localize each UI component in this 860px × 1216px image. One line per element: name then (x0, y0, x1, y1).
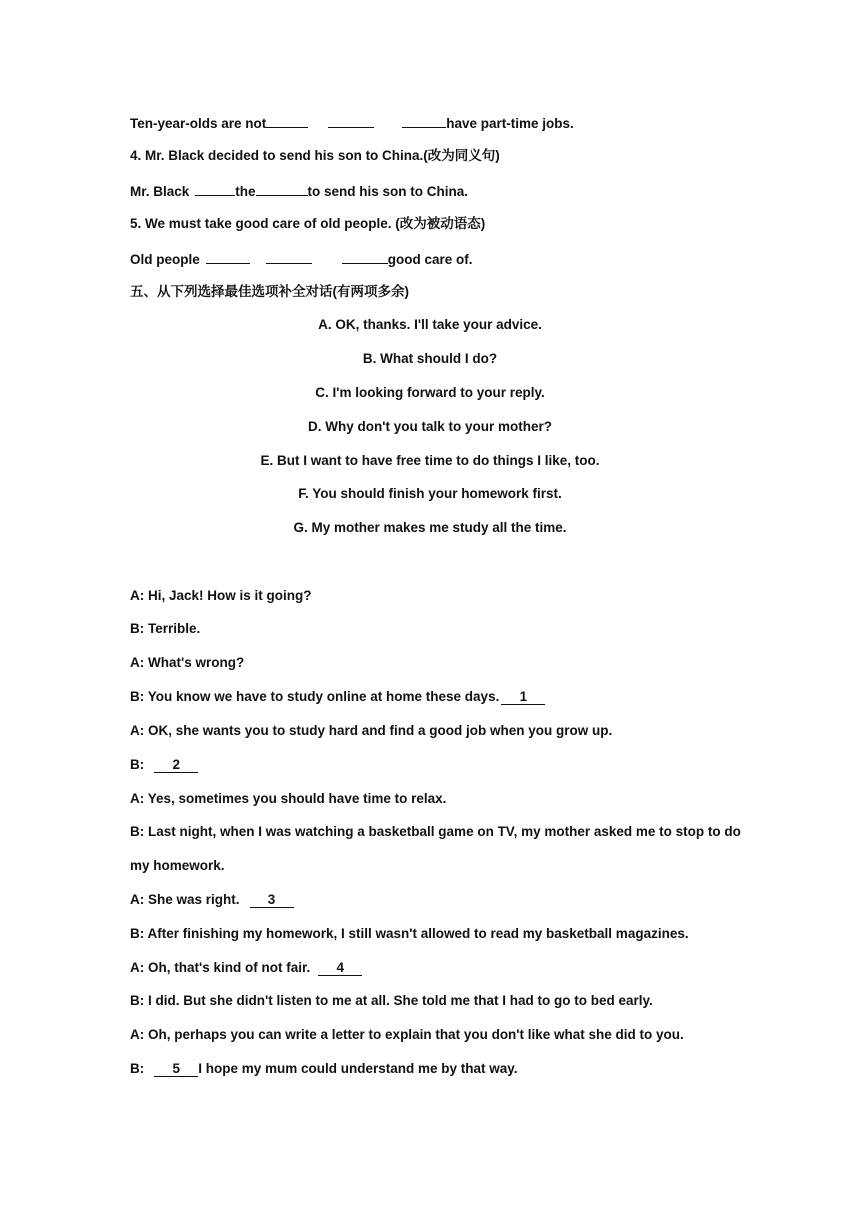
q4-text-a: Mr. Black (130, 184, 190, 199)
dialogue-line (130, 959, 364, 977)
blank-number-1: 1 (501, 689, 545, 705)
dialogue-line (130, 756, 200, 774)
q5-text-a: Old people (130, 252, 200, 267)
q4-text-c: to send his son to China. (307, 184, 469, 199)
option-a: A. OK, thanks. I'll take your advice. (318, 317, 542, 332)
dialogue-line: A: Yes, sometimes you should have time to relax. (130, 791, 447, 806)
q5-text-b: good care of. (387, 252, 473, 267)
answer-blank (256, 181, 308, 196)
option-f: F. You should finish your homework first. (298, 486, 562, 501)
dialogue-text: A: Oh, that's kind of not fair. (130, 960, 311, 975)
dialogue-line (130, 891, 296, 909)
dialogue-text: A: She was right. (130, 892, 240, 907)
answer-blank (195, 181, 235, 196)
option-e: E. But I want to have free time to do things I like, too. (260, 453, 600, 468)
dialogue-line: A: Oh, perhaps you can write a letter to explain that you don't like what she did to you. (130, 1027, 684, 1042)
question-5-answer-line (130, 249, 473, 269)
question-5: 5. We must take good care of old people. (改为被动语态) (130, 216, 486, 231)
tenyear-text-a: Ten-year-olds are not (130, 116, 267, 131)
dialogue-line: B: I did. But she didn't listen to me at all. She told me that I had to go to bed early. (130, 993, 653, 1008)
section-5-heading: 五、从下列选择最佳选项补全对话(有两项多余) (130, 284, 409, 299)
dialogue-text: B: (130, 1061, 145, 1076)
dialogue-line: B: Last night, when I was watching a basketball game on TV, my mother asked me to stop to do (130, 824, 741, 839)
blank-number-4: 4 (318, 960, 362, 976)
tenyear-text-b: have part-time jobs. (446, 116, 574, 131)
dialogue-line (130, 688, 547, 706)
dialogue-line: B: After finishing my homework, I still wasn't allowed to read my basketball magazines. (130, 926, 689, 941)
answer-blank (266, 113, 308, 128)
dialogue-line: A: What's wrong? (130, 655, 245, 670)
dialogue-text: B: You know we have to study online at home these days. (130, 689, 500, 704)
dialogue-line: A: Hi, Jack! How is it going? (130, 588, 312, 603)
option-g: G. My mother makes me study all the time. (293, 520, 567, 535)
blank-number-2: 2 (154, 757, 198, 773)
answer-blank (328, 113, 374, 128)
answer-blank (342, 249, 388, 264)
question-4-answer-line (130, 181, 468, 201)
answer-blank (266, 249, 312, 264)
dialogue-line: A: OK, she wants you to study hard and find a good job when you grow up. (130, 723, 613, 738)
q4-text-b: the (235, 184, 256, 199)
option-c: C. I'm looking forward to your reply. (315, 385, 545, 400)
tenyear-line (130, 113, 574, 133)
dialogue-text: I hope my mum could understand me by that way. (198, 1061, 518, 1076)
option-d: D. Why don't you talk to your mother? (308, 419, 552, 434)
answer-blank (402, 113, 446, 128)
option-b: B. What should I do? (362, 351, 498, 366)
dialogue-text: B: (130, 757, 145, 772)
answer-blank (206, 249, 250, 264)
dialogue-line: B: Terrible. (130, 621, 201, 636)
question-4: 4. Mr. Black decided to send his son to China.(改为同义句) (130, 148, 500, 163)
dialogue-line: my homework. (130, 858, 225, 873)
blank-number-3: 3 (250, 892, 294, 908)
blank-number-5: 5 (154, 1061, 198, 1077)
dialogue-line (130, 1060, 518, 1078)
